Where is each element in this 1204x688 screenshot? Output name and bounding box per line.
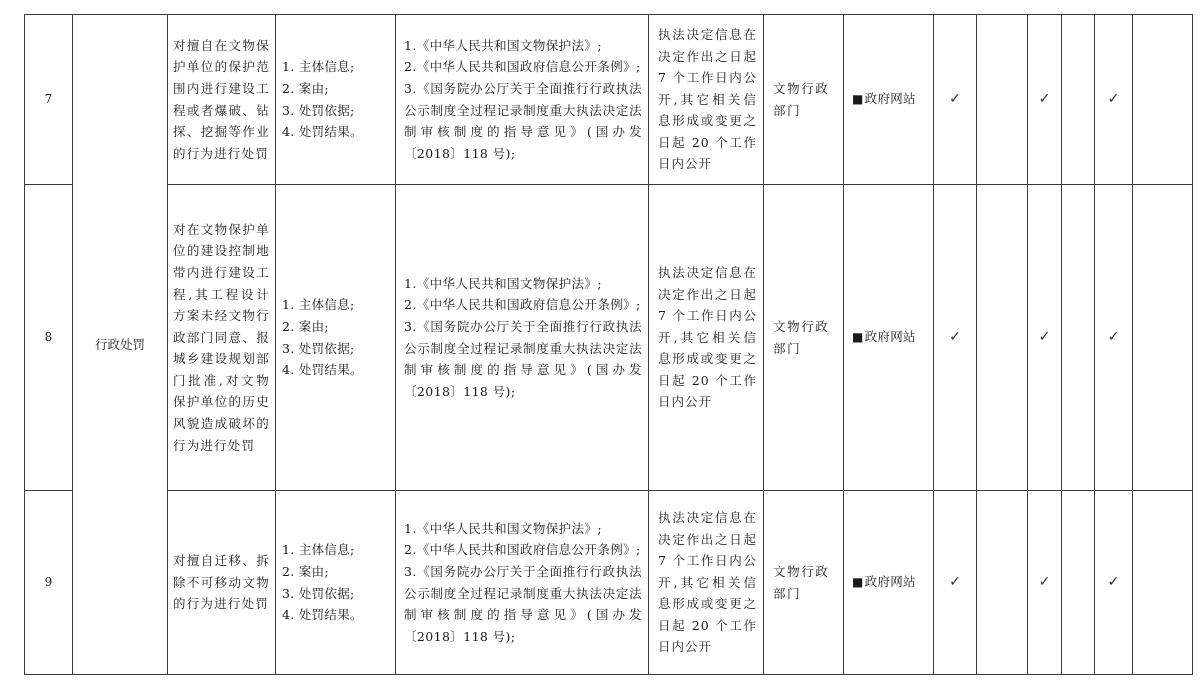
check-icon: ✓: [1038, 91, 1051, 108]
check-icon: ✓: [1038, 329, 1051, 346]
category-label: 行政处罚: [94, 336, 145, 352]
disclosure-content: 1. 主体信息; 2. 案由; 3. 处罚依据; 4. 处罚结果。: [276, 491, 396, 675]
check-icon: ✓: [1107, 574, 1120, 591]
check-cell: [934, 491, 977, 675]
disclosure-content: 1. 主体信息; 2. 案由; 3. 处罚依据; 4. 处罚结果。: [276, 185, 396, 491]
matter-description: 对擅自在文物保护单位的保护范围内进行建设工程或者爆破、钻探、挖掘等作业的行为进行处罚: [168, 15, 276, 185]
check-cell: [1028, 185, 1062, 491]
checkbox-filled-icon: ■: [852, 575, 864, 590]
empty-cell: [1062, 185, 1095, 491]
table-row: [25, 491, 1193, 675]
check-icon: ✓: [1107, 329, 1120, 346]
disclosure-timing: 执法决定信息在决定作出之日起 7 个工作日内公开,其它相关信息形成或变更之日起 20 个工作日内公开: [649, 491, 764, 675]
disclosure-channel: ■政府网站: [844, 491, 934, 675]
check-cell: [1095, 185, 1133, 491]
matter-description: 对擅自迁移、拆除不可移动文物的行为进行处罚: [168, 491, 276, 675]
row-number: 9: [25, 491, 73, 675]
empty-cell: [1062, 491, 1095, 675]
disclosure-timing: 执法决定信息在决定作出之日起 7 个工作日内公开,其它相关信息形成或变更之日起 20 个工作日内公开: [649, 185, 764, 491]
check-cell: [1095, 15, 1133, 185]
disclosure-basis: 1.《中华人民共和国文物保护法》; 2.《中华人民共和国政府信息公开条例》; 3.《国务院办公厅关于全面推行行政执法公示制度全过程记录制度重大执法决定法制审核制度的指导意见》(国办发〔2018〕118 号);: [396, 491, 649, 675]
empty-cell: [977, 185, 1028, 491]
row-number: 7: [25, 15, 73, 185]
category-cell: [73, 15, 168, 675]
empty-cell: [1062, 15, 1095, 185]
disclosure-timing: 执法决定信息在决定作出之日起 7 个工作日内公开,其它相关信息形成或变更之日起 20 个工作日内公开: [649, 15, 764, 185]
table-row: [25, 185, 1193, 491]
disclosure-department: 文物行政部门: [764, 15, 844, 185]
disclosure-content: 1. 主体信息; 2. 案由; 3. 处罚依据; 4. 处罚结果。: [276, 15, 396, 185]
empty-cell: [1133, 15, 1193, 185]
check-icon: ✓: [1038, 574, 1051, 591]
check-icon: ✓: [949, 329, 961, 346]
check-cell: [1095, 491, 1133, 675]
matter-description: 对在文物保护单位的建设控制地带内进行建设工程,其工程设计方案未经文物行政部门同意、报城乡建设规划部门批准,对文物保护单位的历史风貌造成破坏的行为进行处罚: [168, 185, 276, 491]
empty-cell: [977, 491, 1028, 675]
disclosure-channel: ■政府网站: [844, 185, 934, 491]
disclosure-basis: 1.《中华人民共和国文物保护法》; 2.《中华人民共和国政府信息公开条例》; 3.《国务院办公厅关于全面推行行政执法公示制度全过程记录制度重大执法决定法制审核制度的指导意见》(国办发〔2018〕118 号);: [396, 185, 649, 491]
check-icon: ✓: [1107, 91, 1120, 108]
disclosure-table: [24, 14, 1193, 675]
check-icon: ✓: [949, 574, 961, 591]
check-cell: [934, 185, 977, 491]
empty-cell: [1133, 185, 1193, 491]
checkbox-filled-icon: ■: [852, 92, 864, 107]
empty-cell: [1133, 491, 1193, 675]
disclosure-department: 文物行政部门: [764, 185, 844, 491]
row-number: 8: [25, 185, 73, 491]
check-cell: [1028, 15, 1062, 185]
disclosure-basis: 1.《中华人民共和国文物保护法》; 2.《中华人民共和国政府信息公开条例》; 3.《国务院办公厅关于全面推行行政执法公示制度全过程记录制度重大执法决定法制审核制度的指导意见》(国办发〔2018〕118 号);: [396, 15, 649, 185]
check-icon: ✓: [949, 91, 961, 108]
check-cell: [934, 15, 977, 185]
disclosure-channel: ■政府网站: [844, 15, 934, 185]
checkbox-filled-icon: ■: [852, 330, 864, 345]
check-cell: [1028, 491, 1062, 675]
disclosure-department: 文物行政部门: [764, 491, 844, 675]
table-row: [25, 15, 1193, 185]
empty-cell: [977, 15, 1028, 185]
